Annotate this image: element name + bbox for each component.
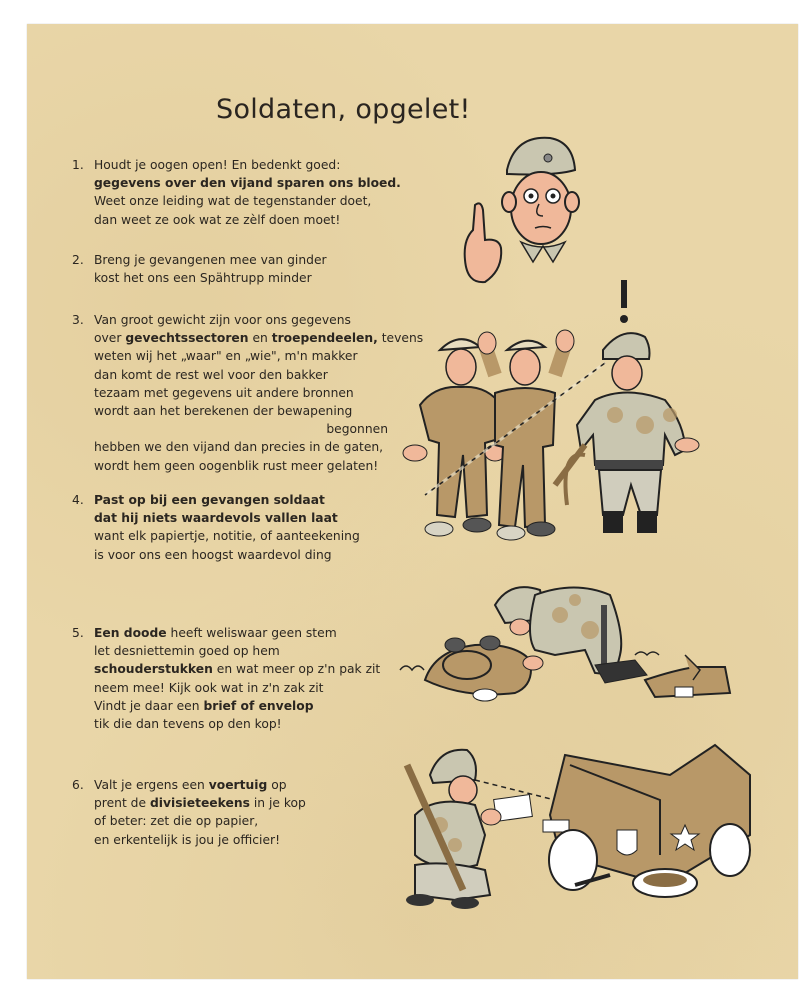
rule-line — [94, 174, 401, 192]
text: dan komt de rest wel voor den bakker — [94, 367, 328, 382]
rule-item-4 — [72, 491, 360, 564]
bold-text: dat hij niets waardevols vallen laat — [94, 511, 338, 526]
rule-number: 4. — [72, 493, 84, 507]
rule-line — [94, 438, 423, 456]
rule-item-3 — [72, 311, 423, 475]
text: dan weet ze ook wat ze zèlf doen moet! — [94, 212, 341, 227]
rule-line — [94, 660, 380, 678]
bold-text: brief of envelop — [203, 698, 314, 713]
text: tevens — [377, 331, 424, 346]
text: hebben we den vijand dan precies in de gaten, — [94, 440, 384, 455]
rule-line — [94, 491, 360, 509]
rule-line — [94, 251, 327, 269]
text: in je kop — [249, 796, 306, 811]
rule-line — [94, 527, 360, 545]
rule-number: 5. — [72, 626, 84, 640]
leaflet-title: Soldaten, opgelet! — [216, 94, 471, 125]
rule-number: 2. — [72, 253, 84, 267]
bold-text: gevechtssectoren — [125, 331, 249, 346]
rule-line — [94, 697, 380, 715]
bold-text: Past op bij een gevangen soldaat — [94, 493, 325, 507]
text: Houdt je oogen open! En bedenkt goed: — [94, 158, 341, 172]
rule-line — [94, 509, 360, 527]
text: kost het ons een Spähtrupp minder — [94, 271, 312, 286]
text: Van groot gewicht zijn voor ons gegevens — [94, 313, 351, 327]
bold-text: troependeelen, — [271, 331, 378, 346]
rule-item-5 — [72, 624, 380, 733]
rule-item-2 — [72, 251, 327, 287]
rule-line — [94, 679, 380, 697]
text: of beter: zet die op papier, — [94, 814, 259, 829]
text: en erkentelijk is jou je officier! — [94, 832, 281, 847]
rule-line — [94, 384, 423, 402]
rule-line — [94, 192, 401, 210]
rule-line — [94, 642, 380, 660]
soldier-capturing-prisoners-illustration — [395, 275, 715, 550]
rule-line — [94, 156, 401, 174]
text: en wat meer op z'n pak zit — [212, 662, 381, 677]
rule-line — [94, 347, 423, 365]
soldier-pointing-finger-illustration — [455, 130, 595, 290]
rule-line — [94, 311, 423, 329]
rule-line — [94, 546, 360, 564]
soldier-sketching-vehicle-illustration — [395, 735, 765, 910]
rule-line — [94, 776, 306, 794]
text: tik die dan tevens op den kop! — [94, 717, 282, 732]
rule-line — [94, 715, 380, 733]
text: wordt hem geen oogenblik rust meer gelaten! — [94, 458, 379, 473]
rule-line — [94, 402, 423, 420]
text: Vindt je daar een — [94, 698, 204, 713]
text: Weet onze leiding wat de tegenstander doet, — [94, 194, 372, 209]
text: op — [267, 778, 287, 792]
text: over — [94, 331, 126, 346]
text: en — [248, 331, 272, 346]
rule-number: 1. — [72, 158, 84, 172]
rule-item-6 — [72, 776, 306, 849]
text: is voor ons een hoogst waardevol ding — [94, 547, 332, 562]
bold-text: schouderstukken — [94, 662, 213, 677]
text: wordt aan het berekenen der bewapening — [94, 404, 353, 419]
text: tezaam met gegevens uit andere bronnen — [94, 385, 354, 400]
soldier-searching-body-illustration — [395, 575, 745, 705]
rule-line — [94, 366, 423, 384]
rule-line — [94, 794, 306, 812]
bold-text: voertuig — [208, 778, 268, 792]
rule-line — [94, 420, 388, 438]
rule-line — [94, 329, 423, 347]
text: let desniettemin goed op hem — [94, 644, 280, 659]
rule-number: 6. — [72, 778, 84, 792]
text: want elk papiertje, notitie, of aanteekening — [94, 529, 360, 544]
rule-item-1 — [72, 156, 401, 229]
text: Breng je gevangenen mee van ginder — [94, 253, 327, 267]
text: weten wij het „waar" en „wie", m'n makker — [94, 349, 358, 364]
rule-line — [94, 831, 306, 849]
text: begonnen — [326, 422, 388, 437]
text: Valt je ergens een — [94, 778, 209, 792]
bold-text: Een doode — [94, 626, 167, 640]
rule-number: 3. — [72, 313, 84, 327]
rule-line — [94, 624, 380, 642]
rule-line — [94, 812, 306, 830]
text: prent de — [94, 796, 150, 811]
bold-text: divisieteekens — [149, 796, 250, 811]
text: heeft weliswaar geen stem — [166, 626, 337, 640]
rule-line — [94, 457, 423, 475]
bold-text: gegevens over den vijand sparen ons bloed. — [94, 176, 401, 191]
rule-line — [94, 211, 401, 229]
text: neem mee! Kijk ook wat in z'n zak zit — [94, 680, 324, 695]
rule-line — [94, 269, 327, 287]
